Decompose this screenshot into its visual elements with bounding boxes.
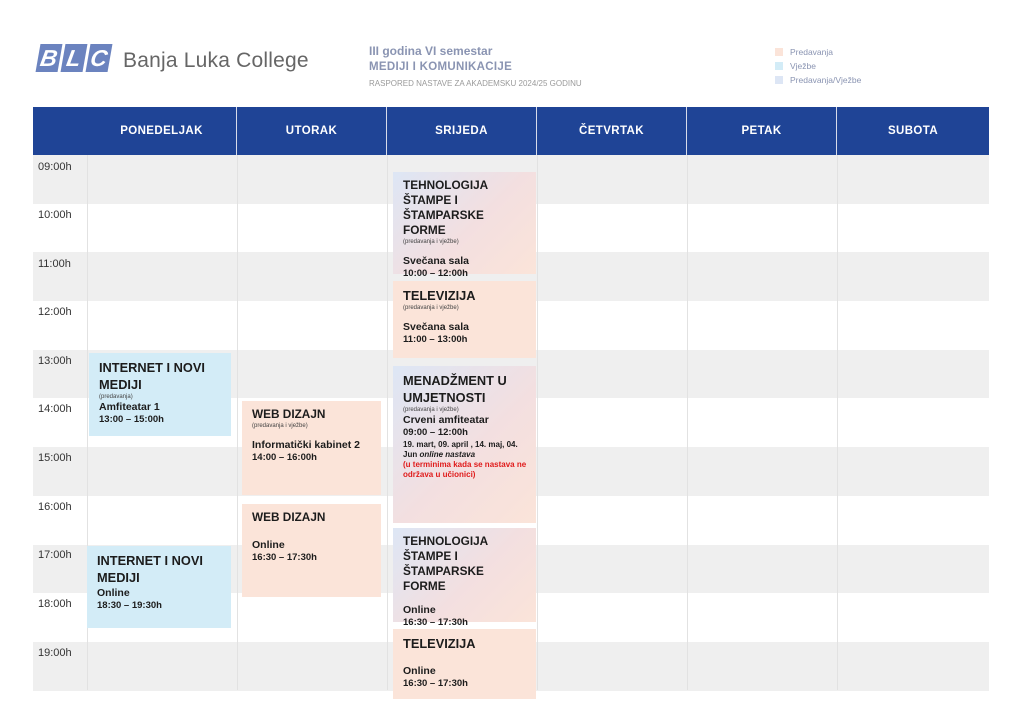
event-dates-mode: online nastava xyxy=(419,450,476,459)
event-card[interactable] xyxy=(393,629,536,699)
time-label: 13:00h xyxy=(38,355,72,367)
header-corner xyxy=(33,107,87,155)
event-title: INTERNET I NOVI MEDIJI xyxy=(97,553,203,585)
day-header-ponedeljak: PONEDELJAK xyxy=(87,107,237,155)
event-time: 13:00 – 15:00h xyxy=(99,414,164,425)
event-title: TEHNOLOGIJA ŠTAMPE I ŠTAMPARSKE FORME xyxy=(403,534,488,593)
legend-label: Predavanja xyxy=(790,47,834,57)
event-card[interactable] xyxy=(393,281,536,358)
column-divider xyxy=(687,155,688,690)
event-card[interactable] xyxy=(242,504,381,597)
time-label: 12:00h xyxy=(38,306,72,318)
time-label: 19:00h xyxy=(38,647,72,659)
event-title: TELEVIZIJA xyxy=(403,288,476,303)
event-room: Online xyxy=(252,539,285,551)
event-type: (predavanja i vježbe) xyxy=(403,407,459,413)
event-room: Amfiteatar 1 xyxy=(99,401,160,413)
event-type: (predavanja) xyxy=(99,394,133,400)
event-title: INTERNET I NOVI MEDIJI xyxy=(99,360,205,392)
event-card[interactable] xyxy=(393,528,536,628)
event-title: TEHNOLOGIJA ŠTAMPE I ŠTAMPARSKE FORME xyxy=(403,178,488,237)
legend-item xyxy=(775,47,833,57)
time-label: 15:00h xyxy=(38,452,72,464)
event-room: Svečana sala xyxy=(403,321,469,333)
event-room: Online xyxy=(403,665,436,677)
event-room: Online xyxy=(97,587,130,599)
event-time: 18:30 – 19:30h xyxy=(97,600,162,611)
logo-letter: C xyxy=(86,44,113,72)
event-type: (predavanja i vježbe) xyxy=(252,423,308,429)
year-semester: III godina VI semestar xyxy=(369,44,493,58)
event-time: 10:00 – 12:00h xyxy=(403,268,468,279)
event-title: WEB DIZAJN xyxy=(252,407,326,421)
column-divider xyxy=(387,155,388,690)
day-header-cetvrtak: ČETVRTAK xyxy=(537,107,687,155)
event-time: 11:00 – 13:00h xyxy=(403,334,468,345)
legend-label: Predavanja/Vježbe xyxy=(790,75,862,85)
column-divider xyxy=(537,155,538,690)
event-card[interactable] xyxy=(89,353,231,436)
program-title: MEDIJI I KOMUNIKACIJE xyxy=(369,61,513,73)
legend-item xyxy=(775,75,861,85)
time-label: 18:00h xyxy=(38,598,72,610)
college-name: Banja Luka College xyxy=(123,49,309,72)
day-header-petak: PETAK xyxy=(687,107,837,155)
event-card[interactable] xyxy=(87,546,231,628)
event-time: 14:00 – 16:00h xyxy=(252,452,317,463)
time-label: 14:00h xyxy=(38,403,72,415)
event-time: 16:30 – 17:30h xyxy=(403,678,468,689)
event-type: (predavanja i vježbe) xyxy=(403,239,459,245)
event-type: (predavanja i vježbe) xyxy=(403,305,459,311)
legend-item xyxy=(775,61,816,71)
event-room: Online xyxy=(403,604,436,616)
time-label: 09:00h xyxy=(38,161,72,173)
event-dates-note xyxy=(403,440,527,460)
event-dates: 19. mart, 09. april , 14. maj, 04. Jun xyxy=(403,440,518,459)
event-title: TELEVIZIJA xyxy=(403,636,476,651)
legend-swatch xyxy=(775,62,783,70)
day-header-srijeda: SRIJEDA xyxy=(387,107,537,155)
day-header-subota: SUBOTA xyxy=(837,107,989,155)
event-title: MENADŽMENT U UMJETNOSTI xyxy=(403,373,507,405)
column-divider xyxy=(837,155,838,690)
event-time: 16:30 – 17:30h xyxy=(252,552,317,563)
day-header-utorak: UTORAK xyxy=(237,107,387,155)
event-room: Svečana sala xyxy=(403,255,469,267)
event-room: Crveni amfiteatar xyxy=(403,414,489,426)
logo-letter: L xyxy=(61,44,88,72)
event-time: 16:30 – 17:30h xyxy=(403,617,468,628)
legend-swatch xyxy=(775,76,783,84)
legend-label: Vježbe xyxy=(790,61,816,71)
schedule-subtitle: RASPORED NASTAVE ZA AKADEMSKU 2024/25 GODINU xyxy=(369,79,582,88)
time-label: 16:00h xyxy=(38,501,72,513)
column-divider xyxy=(237,155,238,690)
event-red-note: (u terminima kada se nastava ne održava u učionici) xyxy=(403,460,527,479)
event-card[interactable] xyxy=(393,366,536,523)
event-time: 09:00 – 12:00h xyxy=(403,427,468,438)
legend-swatch xyxy=(775,48,783,56)
logo xyxy=(38,44,110,72)
time-label: 17:00h xyxy=(38,549,72,561)
event-card[interactable] xyxy=(242,401,381,495)
time-label: 10:00h xyxy=(38,209,72,221)
event-card[interactable] xyxy=(393,172,536,279)
time-label: 11:00h xyxy=(38,258,71,270)
logo-letter: B xyxy=(36,44,63,72)
event-title: WEB DIZAJN xyxy=(252,510,326,524)
event-room: Informatički kabinet 2 xyxy=(252,439,360,451)
